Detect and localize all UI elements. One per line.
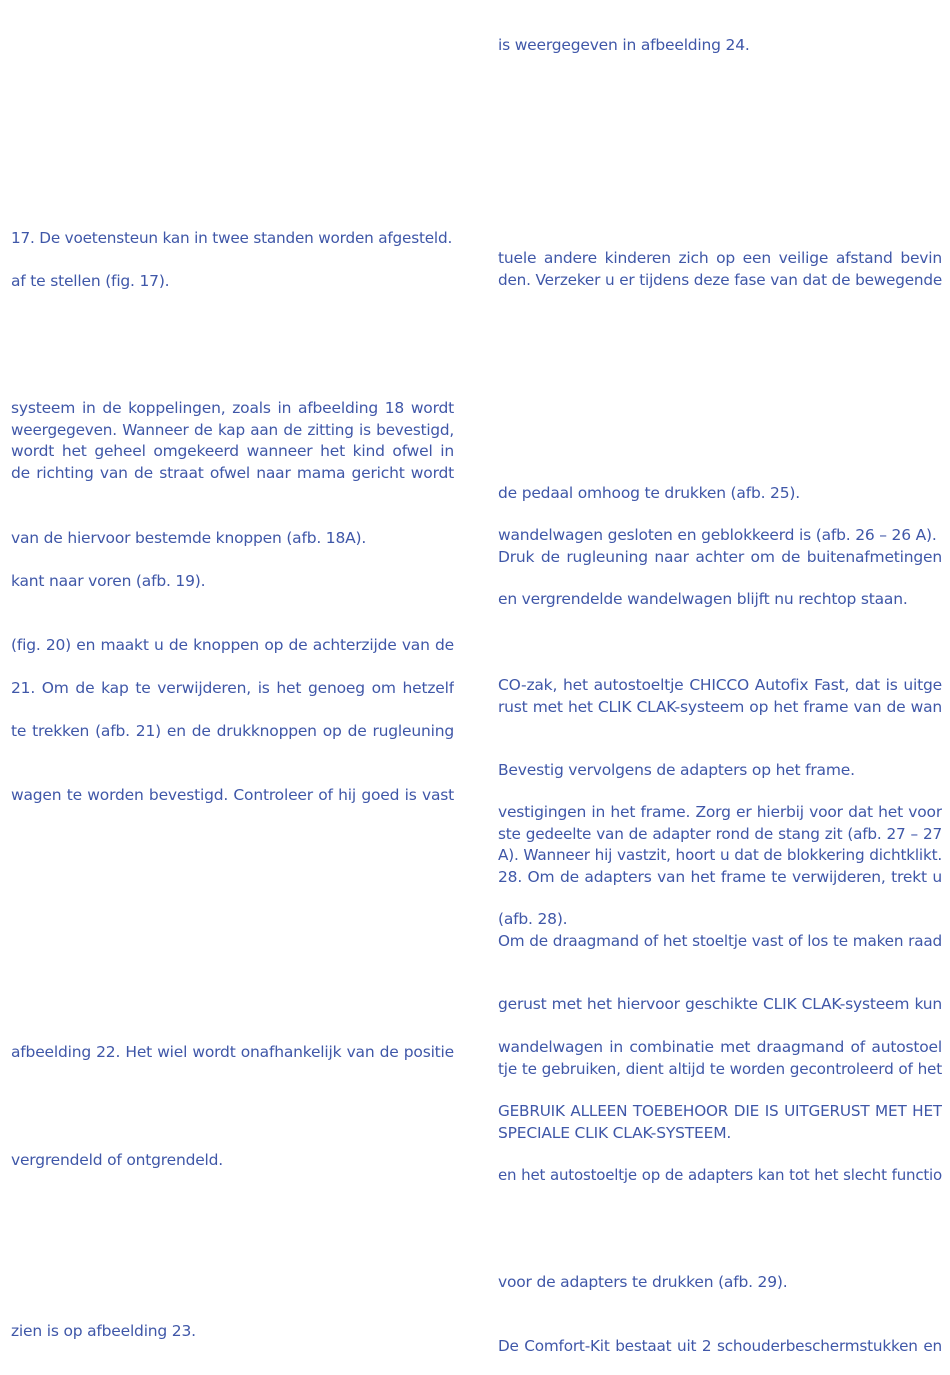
paragraph-fig-21-pull bbox=[11, 721, 454, 743]
text-line: (fig. 20) en maakt u de knoppen op de achterzijde van de bbox=[11, 636, 454, 654]
text-line: zien is op afbeelding 23. bbox=[11, 1322, 196, 1340]
text-line: SPECIALE CLIK CLAK-SYSTEEM. bbox=[498, 1123, 732, 1142]
text-line: vergrendeld of ontgrendeld. bbox=[11, 1151, 224, 1169]
text-line: systeem in de koppelingen, zoals in afbeelding 18 wordt bbox=[11, 399, 454, 417]
paragraph-upright bbox=[498, 589, 942, 611]
text-line: vestigingen in het frame. Zorg er hierbij voor dat het voor bbox=[498, 803, 942, 821]
text-line: en vergrendelde wandelwagen blijft nu rechtop staan. bbox=[498, 590, 908, 608]
text-line: en het autostoeltje op de adapters kan tot het slecht functio bbox=[498, 1166, 942, 1184]
text-line: Om de draagmand of het stoeltje vast of los te maken raad bbox=[498, 931, 942, 950]
text-line: kant naar voren (afb. 19). bbox=[11, 572, 206, 590]
paragraph-canopy-system bbox=[11, 398, 454, 484]
paragraph-warning bbox=[498, 1101, 942, 1144]
paragraph-fig-26 bbox=[498, 525, 942, 568]
paragraph-fig-20 bbox=[11, 635, 454, 657]
text-line: Druk de rugleuning naar achter om de buitenafmetingen bbox=[498, 547, 942, 566]
paragraph-fig-27 bbox=[498, 802, 942, 888]
text-line: af te stellen (fig. 17). bbox=[11, 272, 170, 290]
text-line: CO-zak, het autostoeltje CHICCO Autofix Fast, dat is uitge bbox=[498, 676, 942, 694]
paragraph-fastened bbox=[11, 785, 454, 807]
text-line: voor de adapters te drukken (afb. 29). bbox=[498, 1273, 788, 1291]
text-line: wagen te worden bevestigd. Controleer of hij goed is vast bbox=[11, 786, 454, 804]
text-line: tje te gebruiken, dient altijd te worden gecontroleerd of het bbox=[498, 1059, 942, 1078]
text-line: afbeelding 22. Het wiel wordt onafhankelijk van de positie bbox=[11, 1043, 454, 1061]
paragraph-adapters bbox=[498, 760, 942, 782]
paragraph-comfort-kit bbox=[498, 1336, 942, 1358]
paragraph-fig-28 bbox=[498, 909, 942, 952]
paragraph-fig-21 bbox=[11, 678, 454, 700]
text-line: de pedaal omhoog te drukken (afb. 25). bbox=[498, 484, 800, 502]
paragraph-fig-23 bbox=[11, 1321, 454, 1343]
text-line: weergegeven. Wanneer de kap aan de zitting is bevestigd, bbox=[11, 420, 454, 439]
paragraph-fig-25 bbox=[498, 483, 942, 505]
paragraph-check bbox=[498, 1037, 942, 1080]
text-line: den. Verzeker u er tijdens deze fase van dat de bewegende bbox=[498, 270, 942, 289]
text-line: 21. Om de kap te verwijderen, is het genoeg om hetzelf bbox=[11, 679, 454, 697]
paragraph-fig-24 bbox=[498, 35, 942, 57]
paragraph-footrest-adjust bbox=[11, 271, 454, 293]
text-line: Bevestig vervolgens de adapters op het frame. bbox=[498, 761, 855, 779]
text-line: te trekken (afb. 21) en de drukknoppen op de rugleuning bbox=[11, 722, 454, 740]
paragraph-autofix bbox=[498, 675, 942, 718]
paragraph-buttons-18a bbox=[11, 528, 454, 550]
paragraph-locked bbox=[11, 1150, 454, 1172]
text-line: GEBRUIK ALLEEN TOEBEHOOR DIE IS UITGERUST MET HET bbox=[498, 1102, 942, 1120]
text-line: ste gedeelte van de adapter rond de stang zit (afb. 27 – 27 bbox=[498, 824, 942, 843]
text-line: 17. De voetensteun kan in twee standen worden afgesteld. bbox=[11, 229, 453, 247]
text-line: rust met het CLIK CLAK-systeem op het frame van de wan bbox=[498, 697, 942, 716]
text-line: 28. Om de adapters van het frame te verwijderen, trekt u bbox=[498, 867, 942, 886]
paragraph-clik-clak bbox=[498, 994, 942, 1016]
text-line: is weergegeven in afbeelding 24. bbox=[498, 36, 750, 54]
text-line: A). Wanneer hij vastzit, hoort u dat de blokkering dichtklikt. bbox=[498, 846, 942, 864]
text-line: (afb. 28). bbox=[498, 910, 568, 928]
text-line: wandelwagen in combinatie met draagmand of autostoel bbox=[498, 1038, 942, 1056]
text-line: wandelwagen gesloten en geblokkeerd is (afb. 26 – 26 A). bbox=[498, 526, 937, 544]
text-line: tuele andere kinderen zich op een veilige afstand bevin bbox=[498, 249, 942, 267]
text-line: gerust met het hiervoor geschikte CLIK CLAK-systeem kun bbox=[498, 995, 942, 1013]
paragraph-fig-22 bbox=[11, 1042, 454, 1064]
paragraph-fig-29 bbox=[498, 1272, 942, 1294]
paragraph-footrest bbox=[11, 228, 454, 250]
text-line: de richting van de straat ofwel naar mama gericht wordt bbox=[11, 463, 454, 482]
paragraph-safe-distance bbox=[498, 248, 942, 291]
text-line: De Comfort-Kit bestaat uit 2 schouderbeschermstukken en bbox=[498, 1337, 942, 1355]
paragraph-fig-19 bbox=[11, 571, 454, 593]
text-line: van de hiervoor bestemde knoppen (afb. 18A). bbox=[11, 529, 367, 547]
text-line: wordt het geheel omgekeerd wanneer het kind ofwel in bbox=[11, 442, 454, 460]
paragraph-malfunction bbox=[498, 1165, 942, 1187]
